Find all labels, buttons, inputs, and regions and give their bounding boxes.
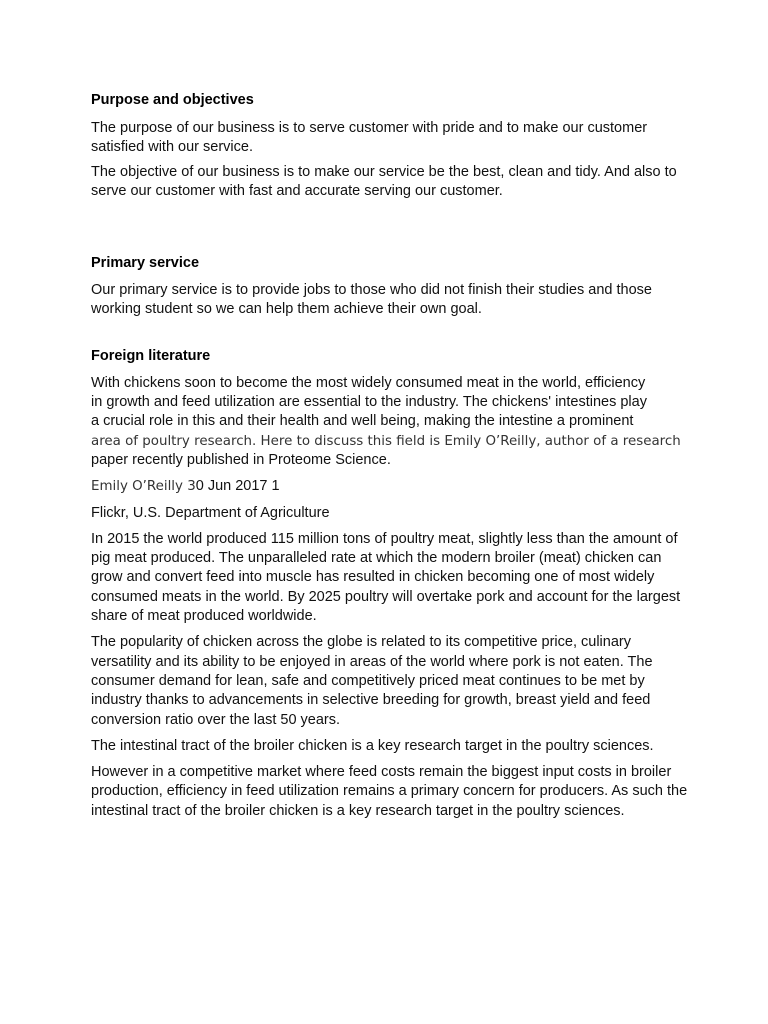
byline [91,477,691,496]
image-credit: Flickr, U.S. Department of Agriculture [91,504,330,521]
paragraph-objective: The objective of our business is to make our service be the best, clean and tidy. And also to serve our customer with fast and accurate serving our customer. [91,163,677,199]
paragraph-popularity: The popularity of chicken across the globe is related to its competitive price, culinary versatility and its ability to be enjoyed in areas of the world where pork is not eaten. The consumer demand for lean, safe and competitively priced meat continues to be met by industry thanks to advancements in selective breeding for growth, breast yield and feed conversion ratio over the last 50 years. [91,634,653,728]
intro-line: area of poultry research. Here to discuss this field is Emily O’Reilly, author of a research [91,433,681,449]
paragraph-production: In 2015 the world produced 115 million tons of poultry meat, slightly less than the amount of pig meat produced. The unparalleled rate at which the modern broiler (meat) chicken can grow and convert feed into muscle has resulted in chicken becoming one of most widely consumed meats in the world. By 2025 poultry will overtake pork and account for the largest share of meat produced worldwide. [91,530,681,625]
intro-line: in growth and feed utilization are essential to the industry. The chickens' intestines play [91,394,647,411]
section-heading-primary-service: Primary service [91,255,200,272]
section-heading-purpose: Purpose and objectives [91,92,254,108]
paragraph-research-target: The intestinal tract of the broiler chicken is a key research target in the poultry sciences. [91,737,654,754]
intro-line: a crucial role in this and their health and well being, making the intestine a prominent [91,413,634,430]
paragraph-purpose: The purpose of our business is to serve customer with pride and to make our customer satisfied with our service. [91,120,648,156]
byline-author: Emily O’Reilly 3 [91,479,196,495]
section-heading-foreign-literature: Foreign literature [91,347,211,364]
paragraph-feed-efficiency: However in a competitive market where feed costs remain the biggest input costs in broiler production, efficiency in feed utilization remains a primary concern for producers. As such the intestinal tract of the broiler chicken is a key research target in the poultry sciences. [91,764,688,819]
paragraph-intro [91,374,691,470]
intro-line: With chickens soon to become the most widely consumed meat in the world, efficiency [91,374,646,391]
document-page [91,91,691,821]
intro-line: paper recently published in Proteome Science. [91,451,391,468]
paragraph-primary-service: Our primary service is to provide jobs to those who did not finish their studies and those working student so we can help them achieve their own goal. [91,282,652,318]
byline-date: 0 Jun 2017 1 [195,478,280,495]
